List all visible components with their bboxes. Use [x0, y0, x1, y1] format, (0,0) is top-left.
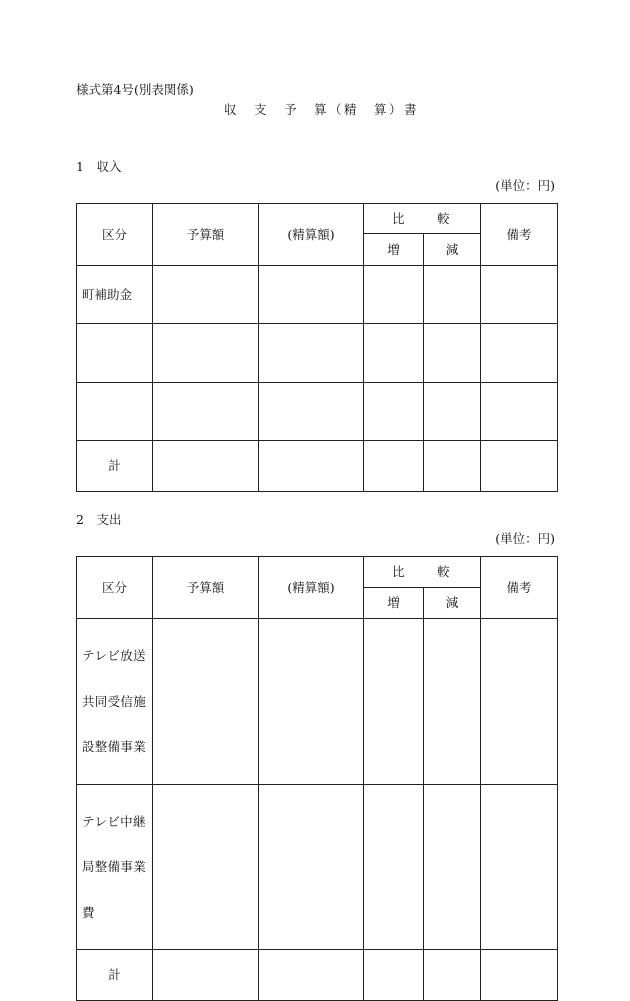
income-section-heading: 1 収入 — [76, 159, 122, 174]
remarks-cell — [481, 950, 558, 1001]
category-label-line: テレビ中継 — [82, 813, 146, 829]
budget-cell — [153, 441, 259, 492]
table-row — [77, 619, 558, 785]
budget-cell — [153, 619, 259, 785]
expenditure-unit-note: (単位：円) — [495, 531, 555, 546]
income-table — [76, 203, 558, 492]
header-row — [77, 204, 558, 234]
category-cell — [77, 383, 153, 441]
total-label: 計 — [77, 950, 153, 1001]
expenditure-table — [76, 556, 558, 1001]
category-cell: 町補助金 — [77, 266, 153, 324]
category-label-line: 局整備事業 — [82, 859, 147, 874]
expenditure-section-heading: 2 支出 — [76, 512, 122, 527]
header-remarks: 備考 — [481, 204, 558, 266]
remarks-cell — [481, 324, 558, 383]
settlement-cell — [259, 383, 364, 441]
header-settlement: (精算額) — [259, 204, 364, 266]
table-row — [77, 784, 558, 950]
category-label-line: テレビ放送 — [82, 648, 146, 663]
settlement-cell — [259, 324, 364, 383]
header-row — [77, 557, 558, 588]
settlement-cell — [259, 266, 364, 324]
header-remarks: 備考 — [481, 557, 558, 619]
increase-cell — [364, 950, 424, 1001]
budget-cell — [153, 324, 259, 383]
form-number: 様式第4号(別表関係) — [76, 82, 194, 97]
category-label-line: 設整備事業 — [82, 739, 147, 754]
header-category: 区分 — [77, 557, 153, 619]
increase-cell — [364, 383, 424, 441]
decrease-cell — [424, 383, 481, 441]
remarks-cell — [481, 383, 558, 441]
settlement-cell — [259, 784, 364, 950]
document-title: 収 支 予 算（精 算）書 — [224, 102, 420, 117]
budget-cell — [153, 266, 259, 324]
budget-cell — [153, 950, 259, 1001]
category-cell — [77, 619, 153, 785]
remarks-cell — [481, 784, 558, 950]
header-category: 区分 — [77, 204, 153, 266]
increase-cell — [364, 441, 424, 492]
total-row — [77, 441, 558, 492]
header-settlement: (精算額) — [259, 557, 364, 619]
budget-cell — [153, 784, 259, 950]
header-budget: 予算額 — [153, 204, 259, 266]
settlement-cell — [259, 441, 364, 492]
header-increase: 増 — [364, 234, 424, 266]
settlement-cell — [259, 619, 364, 785]
category-cell — [77, 324, 153, 383]
header-comparison: 比 較 — [364, 557, 481, 588]
settlement-cell — [259, 950, 364, 1001]
decrease-cell — [424, 950, 481, 1001]
total-row — [77, 950, 558, 1001]
header-budget: 予算額 — [153, 557, 259, 619]
remarks-cell — [481, 266, 558, 324]
income-unit-note: (単位：円) — [495, 178, 555, 193]
header-comparison: 比 較 — [364, 204, 481, 234]
increase-cell — [364, 619, 424, 785]
category-cell — [77, 784, 153, 950]
header-decrease: 減 — [424, 234, 481, 266]
increase-cell — [364, 266, 424, 324]
remarks-cell — [481, 441, 558, 492]
decrease-cell — [424, 266, 481, 324]
decrease-cell — [424, 619, 481, 785]
category-label-line: 共同受信施 — [82, 693, 147, 709]
remarks-cell — [481, 619, 558, 785]
header-decrease: 減 — [424, 588, 481, 619]
decrease-cell — [424, 324, 481, 383]
increase-cell — [364, 784, 424, 950]
decrease-cell — [424, 784, 481, 950]
header-increase: 増 — [364, 588, 424, 619]
table-row — [77, 383, 558, 441]
budget-cell — [153, 383, 259, 441]
table-row — [77, 324, 558, 383]
total-label: 計 — [77, 441, 153, 492]
increase-cell — [364, 324, 424, 383]
category-label-line: 費 — [82, 904, 95, 920]
decrease-cell — [424, 441, 481, 492]
table-row — [77, 266, 558, 324]
